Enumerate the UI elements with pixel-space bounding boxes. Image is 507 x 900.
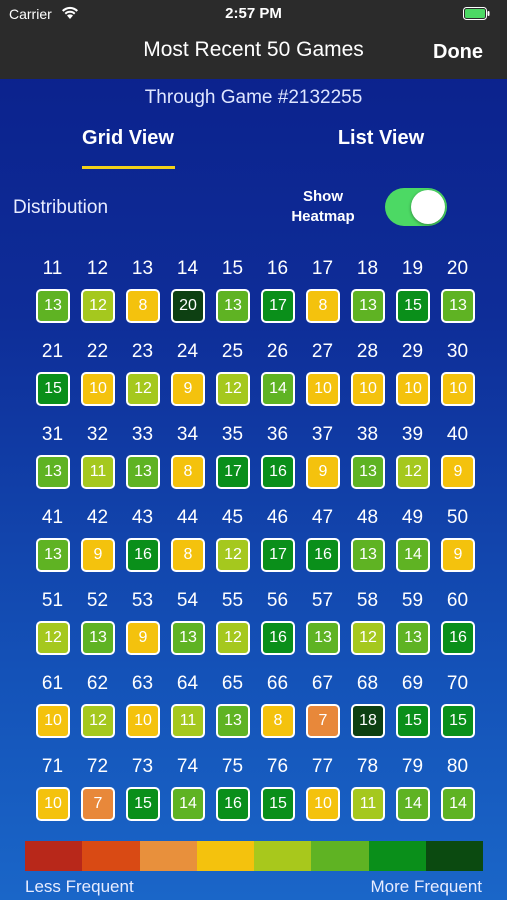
frequency-badge: 15 [261,787,295,821]
done-button[interactable]: Done [433,41,483,63]
frequency-badge: 13 [396,621,430,655]
number-label: 36 [266,424,289,445]
frequency-badge: 8 [171,538,205,572]
number-label: 40 [446,424,469,445]
frequency-badge: 9 [441,538,475,572]
number-label: 79 [401,756,424,777]
number-label: 44 [176,507,199,528]
number-cell[interactable] [300,339,345,422]
frequency-badge: 14 [171,787,205,821]
frequency-badge: 8 [171,455,205,489]
number-cell[interactable] [435,671,480,754]
frequency-badge: 9 [81,538,115,572]
legend-less-frequent: Less Frequent [25,877,134,896]
number-label: 55 [221,590,244,611]
nav-title: Most Recent 50 Games [143,38,364,61]
show-heatmap-label-line1: Show [303,188,343,205]
frequency-badge: 14 [441,787,475,821]
number-label: 67 [311,673,334,694]
number-cell[interactable] [435,505,480,588]
number-label: 64 [176,673,199,694]
distribution-label: Distribution [13,197,109,218]
number-label: 71 [41,756,64,777]
number-cell[interactable] [435,256,480,339]
number-label: 12 [86,258,109,279]
frequency-badge: 15 [126,787,160,821]
number-label: 48 [356,507,379,528]
number-cell[interactable] [345,588,390,671]
number-label: 26 [266,341,289,362]
frequency-badge: 13 [441,289,475,323]
legend-swatch [426,841,483,871]
number-cell[interactable] [255,422,300,505]
status-time: 2:57 PM [225,5,282,22]
number-cell[interactable] [75,754,120,837]
number-cell[interactable] [120,339,165,422]
frequency-badge: 12 [36,621,70,655]
number-label: 57 [311,590,334,611]
number-cell[interactable] [255,339,300,422]
number-cell[interactable] [255,505,300,588]
number-cell[interactable] [300,671,345,754]
number-label: 31 [41,424,64,445]
heatmap-legend [25,841,483,871]
frequency-badge: 13 [351,538,385,572]
status-bar [0,0,507,28]
frequency-badge: 16 [441,621,475,655]
tab-selected-indicator [82,166,175,169]
carrier-label: Carrier [9,6,52,22]
frequency-badge: 9 [171,372,205,406]
legend-swatch [311,841,368,871]
frequency-badge: 10 [441,372,475,406]
number-label: 20 [446,258,469,279]
number-label: 68 [356,673,379,694]
frequency-badge: 11 [171,704,205,738]
number-label: 29 [401,341,424,362]
number-label: 75 [221,756,244,777]
number-cell[interactable] [165,422,210,505]
number-cell[interactable] [390,256,435,339]
frequency-badge: 15 [36,372,70,406]
tab-grid-view[interactable]: Grid View [82,127,174,149]
show-heatmap-label [285,187,361,227]
number-label: 37 [311,424,334,445]
number-cell[interactable] [120,588,165,671]
number-cell[interactable] [390,671,435,754]
legend-swatch [140,841,197,871]
legend-more-frequent: More Frequent [370,877,482,896]
number-label: 45 [221,507,244,528]
number-cell[interactable] [75,256,120,339]
number-label: 56 [266,590,289,611]
number-cell[interactable] [75,671,120,754]
number-label: 28 [356,341,379,362]
frequency-badge: 8 [261,704,295,738]
number-cell[interactable] [210,754,255,837]
number-cell[interactable] [165,588,210,671]
number-label: 61 [41,673,64,694]
legend-swatch [254,841,311,871]
number-cell[interactable] [75,588,120,671]
number-cell[interactable] [75,339,120,422]
top-bar [0,0,507,79]
frequency-badge: 13 [351,455,385,489]
number-label: 49 [401,507,424,528]
legend-swatch [369,841,426,871]
frequency-badge: 8 [306,289,340,323]
number-label: 13 [131,258,154,279]
number-cell[interactable] [210,588,255,671]
frequency-badge: 10 [81,372,115,406]
number-cell[interactable] [165,671,210,754]
number-label: 25 [221,341,244,362]
number-label: 62 [86,673,109,694]
frequency-badge: 13 [36,455,70,489]
number-label: 17 [311,258,334,279]
number-label: 39 [401,424,424,445]
frequency-badge: 12 [396,455,430,489]
toggle-knob [411,190,445,224]
grid-row [30,422,480,505]
frequency-badge: 9 [126,621,160,655]
number-label: 47 [311,507,334,528]
number-label: 52 [86,590,109,611]
number-label: 43 [131,507,154,528]
number-label: 34 [176,424,199,445]
number-cell[interactable] [30,422,75,505]
number-cell[interactable] [75,422,120,505]
number-label: 53 [131,590,154,611]
number-label: 16 [266,258,289,279]
frequency-badge: 10 [306,787,340,821]
frequency-badge: 17 [261,538,295,572]
frequency-badge: 15 [396,289,430,323]
number-cell[interactable] [345,339,390,422]
number-cell[interactable] [120,256,165,339]
number-label: 30 [446,341,469,362]
number-label: 33 [131,424,154,445]
number-cell[interactable] [300,256,345,339]
legend-swatch [82,841,139,871]
number-cell[interactable] [210,505,255,588]
number-cell[interactable] [345,671,390,754]
frequency-badge: 10 [36,704,70,738]
number-label: 11 [42,258,63,279]
number-cell[interactable] [300,422,345,505]
number-label: 19 [401,258,424,279]
legend-swatch [25,841,82,871]
number-cell[interactable] [435,422,480,505]
tab-list-view[interactable]: List View [337,127,425,149]
number-label: 18 [356,258,379,279]
frequency-badge: 18 [351,704,385,738]
number-cell[interactable] [435,339,480,422]
number-label: 42 [86,507,109,528]
number-label: 60 [446,590,469,611]
number-label: 69 [401,673,424,694]
number-label: 21 [41,341,64,362]
frequency-badge: 7 [306,704,340,738]
frequency-badge: 13 [351,289,385,323]
number-label: 41 [41,507,64,528]
frequency-badge: 9 [441,455,475,489]
frequency-badge: 13 [216,704,250,738]
number-cell[interactable] [165,505,210,588]
frequency-badge: 14 [396,538,430,572]
frequency-badge: 9 [306,455,340,489]
number-label: 77 [311,756,334,777]
frequency-badge: 17 [216,455,250,489]
number-cell[interactable] [390,754,435,837]
grid-row [30,754,480,837]
number-cell[interactable] [390,422,435,505]
battery-icon [463,7,491,20]
number-cell[interactable] [30,256,75,339]
frequency-badge: 14 [396,787,430,821]
number-cell[interactable] [345,754,390,837]
number-cell[interactable] [30,671,75,754]
frequency-badge: 12 [216,372,250,406]
number-cell[interactable] [120,422,165,505]
through-game-label: Through Game #2132255 [144,87,363,108]
frequency-badge: 11 [81,455,115,489]
frequency-badge: 10 [36,787,70,821]
frequency-badge: 10 [396,372,430,406]
frequency-badge: 12 [81,289,115,323]
number-label: 14 [176,258,199,279]
frequency-badge: 10 [306,372,340,406]
number-cell[interactable] [30,588,75,671]
number-label: 70 [446,673,469,694]
frequency-badge: 15 [396,704,430,738]
number-cell[interactable] [120,671,165,754]
number-label: 24 [176,341,199,362]
frequency-badge: 12 [216,538,250,572]
frequency-badge: 17 [261,289,295,323]
number-cell[interactable] [345,256,390,339]
show-heatmap-label-line2: Heatmap [291,208,355,225]
number-label: 72 [86,756,109,777]
grid-row [30,505,480,588]
number-label: 22 [86,341,109,362]
number-label: 35 [221,424,244,445]
frequency-badge: 16 [126,538,160,572]
frequency-badge: 16 [306,538,340,572]
number-cell[interactable] [300,505,345,588]
frequency-badge: 12 [81,704,115,738]
number-cell[interactable] [255,256,300,339]
number-cell[interactable] [210,671,255,754]
frequency-badge: 10 [126,704,160,738]
frequency-badge: 12 [126,372,160,406]
grid-row [30,588,480,671]
number-cell[interactable] [165,339,210,422]
show-heatmap-toggle[interactable] [385,188,447,226]
frequency-badge: 13 [171,621,205,655]
number-cell[interactable] [30,505,75,588]
frequency-badge: 13 [126,455,160,489]
grid-row [30,339,480,422]
frequency-badge: 13 [36,538,70,572]
frequency-badge: 16 [216,787,250,821]
number-cell[interactable] [120,754,165,837]
number-cell[interactable] [120,505,165,588]
number-cell[interactable] [210,422,255,505]
number-cell[interactable] [165,754,210,837]
number-label: 63 [131,673,154,694]
number-label: 38 [356,424,379,445]
number-cell[interactable] [255,671,300,754]
number-cell[interactable] [390,588,435,671]
number-label: 54 [176,590,199,611]
frequency-badge: 16 [261,455,295,489]
number-label: 32 [86,424,109,445]
number-label: 65 [221,673,244,694]
number-cell[interactable] [300,754,345,837]
number-cell[interactable] [345,422,390,505]
frequency-badge: 13 [81,621,115,655]
frequency-badge: 15 [441,704,475,738]
grid-row [30,256,480,339]
number-label: 58 [356,590,379,611]
frequency-badge: 12 [351,621,385,655]
number-cell[interactable] [435,754,480,837]
number-label: 23 [131,341,154,362]
number-label: 66 [266,673,289,694]
frequency-badge: 16 [261,621,295,655]
number-cell[interactable] [435,588,480,671]
frequency-badge: 8 [126,289,160,323]
number-label: 73 [131,756,154,777]
frequency-badge: 14 [261,372,295,406]
number-cell[interactable] [75,505,120,588]
frequency-badge: 13 [306,621,340,655]
number-cell[interactable] [255,588,300,671]
number-cell[interactable] [390,339,435,422]
number-cell[interactable] [210,256,255,339]
number-label: 80 [446,756,469,777]
number-cell[interactable] [390,505,435,588]
number-label: 50 [446,507,469,528]
frequency-badge: 12 [216,621,250,655]
number-cell[interactable] [300,588,345,671]
number-label: 46 [266,507,289,528]
number-label: 15 [221,258,244,279]
frequency-badge: 20 [171,289,205,323]
number-label: 76 [266,756,289,777]
number-label: 27 [311,341,334,362]
number-label: 74 [176,756,199,777]
grid-row [30,671,480,754]
legend-swatch [197,841,254,871]
number-grid [30,256,480,837]
frequency-badge: 13 [216,289,250,323]
number-label: 78 [356,756,379,777]
number-label: 59 [401,590,424,611]
number-cell[interactable] [255,754,300,837]
number-cell[interactable] [30,339,75,422]
number-cell[interactable] [30,754,75,837]
number-cell[interactable] [165,256,210,339]
number-cell[interactable] [210,339,255,422]
number-cell[interactable] [345,505,390,588]
frequency-badge: 10 [351,372,385,406]
frequency-badge: 11 [351,787,385,821]
number-label: 51 [41,590,64,611]
frequency-badge: 7 [81,787,115,821]
frequency-badge: 13 [36,289,70,323]
